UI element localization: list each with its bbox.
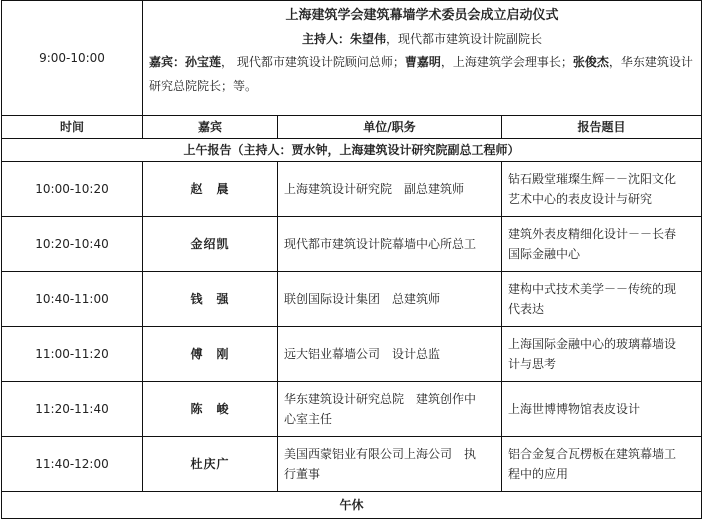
opening-host bbox=[143, 28, 701, 50]
row-time: 10:40-11:00 bbox=[2, 272, 143, 327]
org-line: 华东建筑设计研究总院 建筑创作中 bbox=[284, 392, 477, 406]
org-line: 现代都市建筑设计院幕墙中心所总工 bbox=[284, 237, 477, 251]
topic-line: 计与思考 bbox=[508, 357, 557, 371]
host-label: 主持人： bbox=[301, 32, 350, 46]
lunch-label: 午休 bbox=[2, 492, 702, 519]
org-line: 心室主任 bbox=[284, 412, 333, 426]
row-time: 11:40-12:00 bbox=[2, 437, 143, 492]
table-row bbox=[2, 272, 702, 327]
row-time: 10:20-10:40 bbox=[2, 217, 143, 272]
opening-time: 9:00-10:00 bbox=[2, 1, 143, 116]
table-row bbox=[2, 162, 702, 217]
host-name: 朱望伟 bbox=[349, 32, 386, 46]
opening-guests bbox=[143, 50, 701, 98]
table-row bbox=[2, 382, 702, 437]
guest3-name: 张俊杰 bbox=[572, 55, 609, 69]
row-topic bbox=[502, 162, 702, 217]
table-row bbox=[2, 217, 702, 272]
topic-line: 国际金融中心 bbox=[508, 247, 581, 261]
guest1-name: 孙宝莲 bbox=[185, 55, 222, 69]
row-time: 11:00-11:20 bbox=[2, 327, 143, 382]
row-org bbox=[278, 327, 502, 382]
topic-line: 艺术中心的表皮设计与研究 bbox=[508, 192, 653, 206]
row-guest: 杜庆广 bbox=[143, 437, 278, 492]
row-topic bbox=[502, 437, 702, 492]
row-guest: 钱 强 bbox=[143, 272, 278, 327]
topic-line: 建筑外表皮精细化设计－－长春 bbox=[508, 227, 677, 241]
header-topic: 报告题目 bbox=[502, 116, 702, 139]
topic-line: 铝合金复合瓦楞板在建筑幕墙工 bbox=[508, 447, 677, 461]
row-guest: 金绍凯 bbox=[143, 217, 278, 272]
lunch-row bbox=[2, 492, 702, 519]
table-row bbox=[2, 327, 702, 382]
row-org bbox=[278, 437, 502, 492]
org-line: 远大铝业幕墙公司 设计总监 bbox=[284, 347, 441, 361]
guest1-org: ， 现代都市建筑设计院顾问总师； bbox=[221, 55, 405, 69]
guests-label: 嘉宾： bbox=[149, 55, 186, 69]
topic-line: 程中的应用 bbox=[508, 467, 569, 481]
topic-line: 建构中式技术美学－－传统的现 bbox=[508, 282, 677, 296]
org-line: 美国西蒙铝业有限公司上海公司 执 bbox=[284, 447, 477, 461]
topic-line: 上海国际金融中心的玻璃幕墙设 bbox=[508, 337, 677, 351]
morning-session-row bbox=[2, 139, 702, 162]
header-guest: 嘉宾 bbox=[143, 116, 278, 139]
topic-line: 钻石殿堂璀璨生辉－－沈阳文化 bbox=[508, 172, 677, 186]
org-line: 联创国际设计集团 总建筑师 bbox=[284, 292, 441, 306]
row-topic bbox=[502, 382, 702, 437]
guest2-org: ，上海建筑学会理事长； bbox=[440, 55, 573, 69]
row-org bbox=[278, 382, 502, 437]
header-row bbox=[2, 116, 702, 139]
org-line: 上海建筑设计研究院 副总建筑师 bbox=[284, 182, 465, 196]
guest2-name: 曹嘉明 bbox=[404, 55, 441, 69]
row-topic bbox=[502, 217, 702, 272]
topic-line: 上海世博博物馆表皮设计 bbox=[508, 402, 641, 416]
opening-row bbox=[2, 1, 702, 116]
row-guest: 赵 晨 bbox=[143, 162, 278, 217]
row-org bbox=[278, 162, 502, 217]
row-time: 11:20-11:40 bbox=[2, 382, 143, 437]
row-time: 10:00-10:20 bbox=[2, 162, 143, 217]
row-topic bbox=[502, 327, 702, 382]
row-guest: 陈 峻 bbox=[143, 382, 278, 437]
topic-line: 代表达 bbox=[508, 302, 545, 316]
morning-session-label: 上午报告（主持人：贾水钟，上海建筑设计研究院副总工程师） bbox=[2, 139, 702, 162]
guest3-org: ，华东建筑设计研究总院院长；等。 bbox=[149, 55, 693, 93]
org-line: 行董事 bbox=[284, 467, 321, 481]
opening-details bbox=[143, 1, 702, 116]
agenda-table bbox=[1, 0, 702, 519]
row-org bbox=[278, 272, 502, 327]
row-topic bbox=[502, 272, 702, 327]
host-org: ，现代都市建筑设计院副院长 bbox=[386, 32, 543, 46]
header-org: 单位/职务 bbox=[278, 116, 502, 139]
opening-title: 上海建筑学会建筑幕墙学术委员会成立启动仪式 bbox=[285, 8, 559, 23]
table-row bbox=[2, 437, 702, 492]
row-org bbox=[278, 217, 502, 272]
header-time: 时间 bbox=[2, 116, 143, 139]
row-guest: 傅 刚 bbox=[143, 327, 278, 382]
